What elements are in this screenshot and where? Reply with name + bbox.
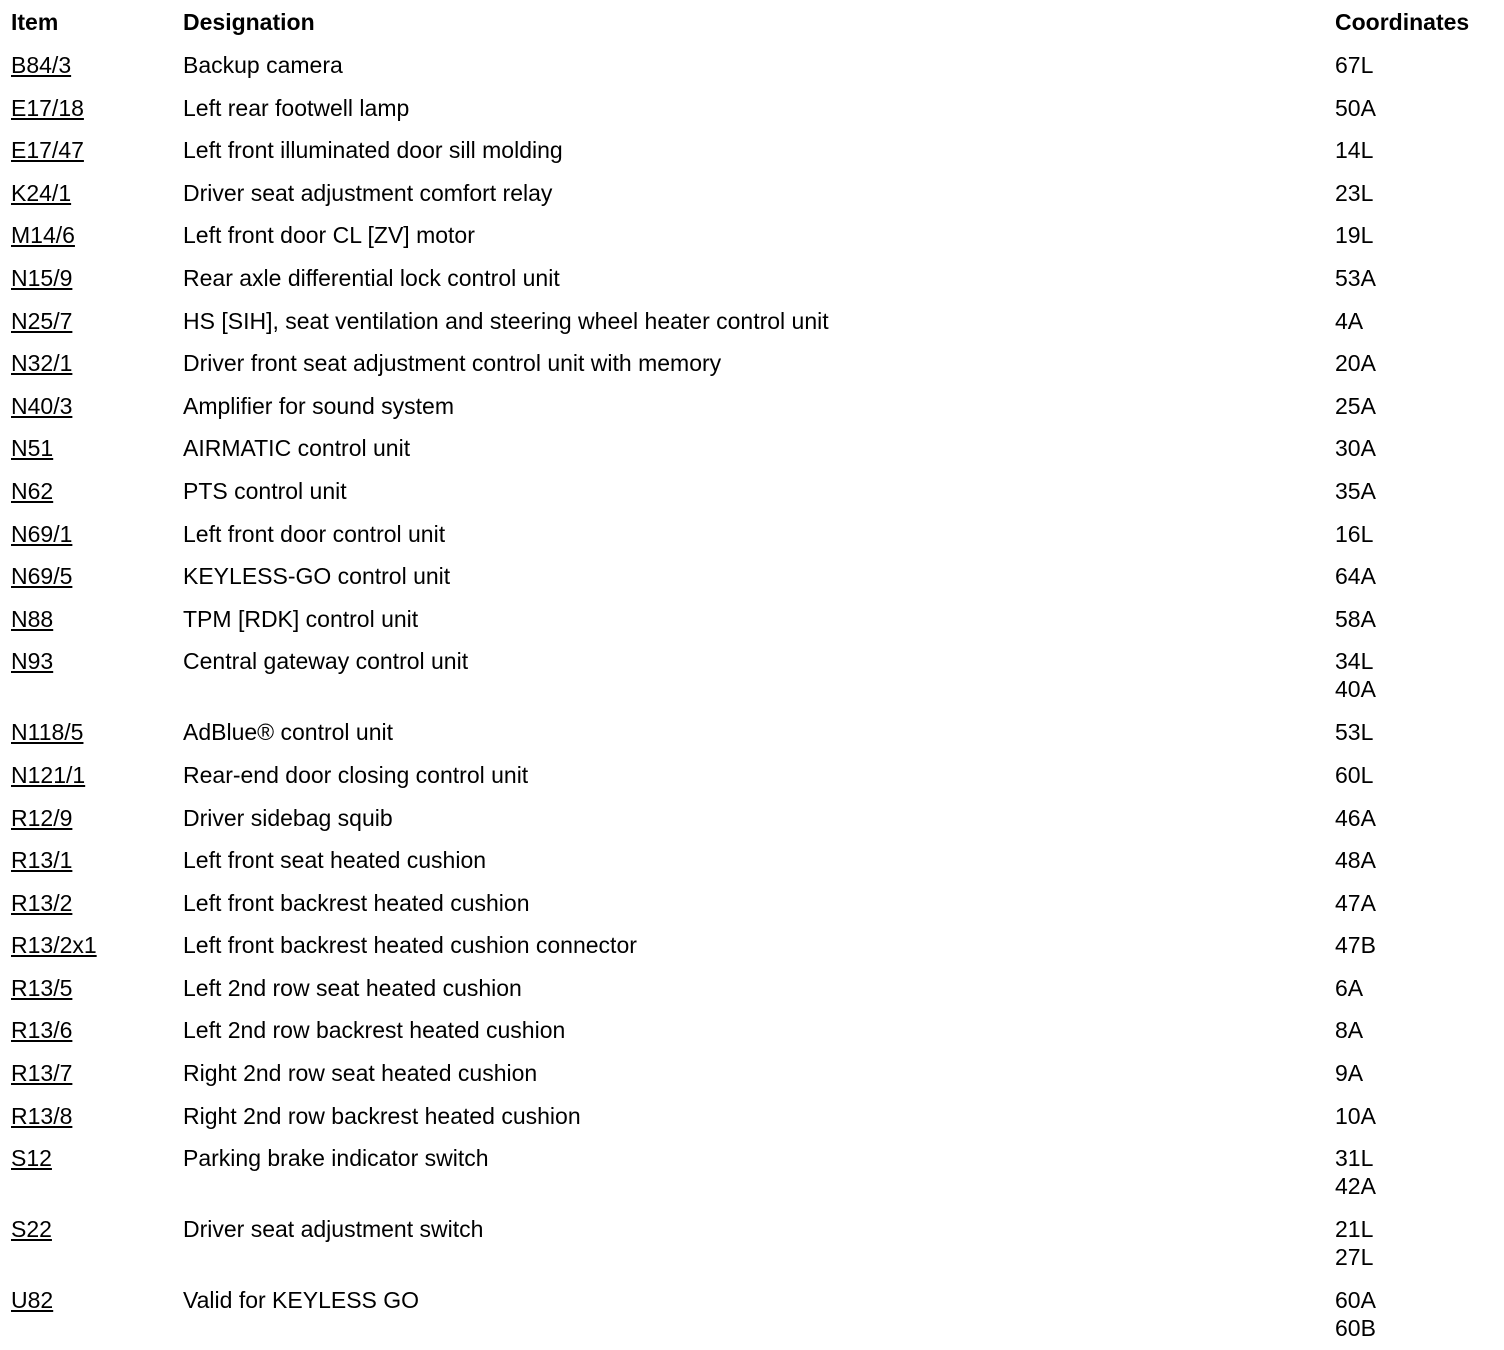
coordinate-value: 19L bbox=[1335, 222, 1374, 249]
table-row bbox=[0, 640, 1504, 711]
coordinates-cell bbox=[1335, 1016, 1363, 1044]
item-cell bbox=[11, 264, 72, 292]
designation-cell: Left 2nd row seat heated cushion bbox=[183, 974, 522, 1001]
designation-cell: Left front door control unit bbox=[183, 520, 446, 547]
item-link[interactable]: R13/2x1 bbox=[11, 932, 97, 959]
designation-cell: PTS control unit bbox=[183, 477, 347, 504]
table-row bbox=[0, 342, 1504, 385]
coordinate-value: 60B bbox=[1335, 1315, 1376, 1342]
item-link[interactable]: N15/9 bbox=[11, 264, 73, 291]
designation-cell: HS [SIH], seat ventilation and steering wheel heater control unit bbox=[183, 307, 829, 334]
item-link[interactable]: U82 bbox=[11, 1287, 54, 1314]
item-cell bbox=[11, 349, 72, 377]
item-cell bbox=[11, 94, 84, 122]
coordinate-value: 35A bbox=[1335, 477, 1376, 504]
item-link[interactable]: N62 bbox=[11, 477, 54, 504]
table-row bbox=[0, 87, 1504, 130]
item-cell bbox=[11, 647, 53, 675]
item-cell bbox=[11, 1102, 72, 1130]
item-link[interactable]: B84/3 bbox=[11, 52, 72, 78]
coordinates-cell bbox=[1335, 392, 1376, 420]
table-row bbox=[0, 172, 1504, 215]
table-row bbox=[0, 470, 1504, 513]
table-row bbox=[0, 1095, 1504, 1138]
coordinate-value: 16L bbox=[1335, 520, 1374, 547]
table-row bbox=[0, 257, 1504, 300]
coordinate-value: 53A bbox=[1335, 264, 1376, 291]
coordinates-cell bbox=[1335, 221, 1373, 249]
item-link[interactable]: N69/1 bbox=[11, 520, 73, 547]
coordinates-cell bbox=[1335, 264, 1376, 292]
item-link[interactable]: S12 bbox=[11, 1145, 52, 1172]
item-cell bbox=[11, 477, 53, 505]
item-link[interactable]: R13/8 bbox=[11, 1102, 73, 1129]
item-link[interactable]: N51 bbox=[11, 435, 54, 462]
table-row bbox=[0, 1052, 1504, 1095]
designation-cell: Driver sidebag squib bbox=[183, 804, 393, 831]
coordinate-value: 48A bbox=[1335, 847, 1376, 874]
item-link[interactable]: S22 bbox=[11, 1216, 52, 1243]
table-row bbox=[0, 1137, 1504, 1208]
item-cell bbox=[11, 974, 72, 1002]
item-link[interactable]: K24/1 bbox=[11, 179, 72, 206]
coordinates-cell bbox=[1335, 136, 1373, 164]
coordinates-cell bbox=[1335, 804, 1376, 832]
item-cell bbox=[11, 718, 83, 746]
coordinates-cell bbox=[1335, 307, 1363, 335]
table-row bbox=[0, 797, 1504, 840]
coordinates-cell bbox=[1335, 718, 1373, 746]
item-link[interactable]: N93 bbox=[11, 648, 54, 675]
designation-cell: Rear axle differential lock control unit bbox=[183, 264, 560, 291]
item-cell bbox=[11, 136, 84, 164]
designation-cell: Left front backrest heated cushion bbox=[183, 889, 530, 916]
designation-cell: Rear-end door closing control unit bbox=[183, 761, 529, 788]
coordinates-cell bbox=[1335, 520, 1373, 548]
item-cell bbox=[11, 51, 71, 79]
coordinate-value: 14L bbox=[1335, 137, 1374, 164]
coordinate-value: 47A bbox=[1335, 889, 1376, 916]
designation-cell: Left rear footwell lamp bbox=[183, 94, 410, 121]
coordinates-cell bbox=[1335, 647, 1376, 703]
coordinate-value: 42A bbox=[1335, 1173, 1376, 1200]
designation-cell: Left front door CL [ZV] motor bbox=[183, 222, 475, 249]
designation-cell: AdBlue® control unit bbox=[183, 719, 394, 746]
coordinates-cell bbox=[1335, 846, 1376, 874]
item-link[interactable]: R13/7 bbox=[11, 1060, 73, 1087]
item-cell bbox=[11, 846, 72, 874]
item-cell bbox=[11, 761, 85, 789]
coordinates-cell bbox=[1335, 761, 1373, 789]
coordinates-cell bbox=[1335, 349, 1376, 377]
coordinate-value: 58A bbox=[1335, 605, 1376, 632]
coordinate-value: 21L bbox=[1335, 1216, 1374, 1243]
item-cell bbox=[11, 307, 72, 335]
item-link[interactable]: M14/6 bbox=[11, 222, 75, 249]
coordinates-cell bbox=[1335, 1059, 1363, 1087]
coordinates-cell bbox=[1335, 1215, 1373, 1271]
designation-cell: Right 2nd row seat heated cushion bbox=[183, 1060, 538, 1087]
table-row bbox=[0, 882, 1504, 925]
item-cell bbox=[11, 1215, 52, 1243]
item-link[interactable]: E17/18 bbox=[11, 94, 84, 121]
designation-cell: TPM [RDK] control unit bbox=[183, 605, 419, 632]
coordinate-value: 10A bbox=[1335, 1102, 1376, 1129]
designation-cell: KEYLESS-GO control unit bbox=[183, 563, 451, 590]
designation-cell: Driver seat adjustment comfort relay bbox=[183, 179, 553, 206]
item-cell bbox=[11, 434, 53, 462]
coordinate-value: 23L bbox=[1335, 179, 1374, 206]
item-link[interactable]: R12/9 bbox=[11, 804, 73, 831]
designation-cell: Parking brake indicator switch bbox=[183, 1145, 489, 1172]
designation-cell: Driver front seat adjustment control unit with memory bbox=[183, 350, 722, 377]
table-body bbox=[0, 44, 1504, 1350]
coordinates-cell bbox=[1335, 1286, 1376, 1342]
item-cell bbox=[11, 392, 72, 420]
table-row bbox=[0, 300, 1504, 343]
item-link[interactable]: E17/47 bbox=[11, 137, 84, 164]
table-row bbox=[0, 1208, 1504, 1279]
table-row bbox=[0, 1279, 1504, 1350]
coordinates-cell bbox=[1335, 51, 1373, 79]
table-row bbox=[0, 385, 1504, 428]
table-row bbox=[0, 129, 1504, 172]
item-cell bbox=[11, 1144, 52, 1172]
table-row bbox=[0, 214, 1504, 257]
table-row bbox=[0, 839, 1504, 882]
designation-cell: Backup camera bbox=[183, 52, 343, 78]
item-link[interactable]: N40/3 bbox=[11, 392, 73, 419]
item-link[interactable]: N121/1 bbox=[11, 761, 86, 788]
item-link[interactable]: R13/1 bbox=[11, 847, 73, 874]
coordinate-value: 67L bbox=[1335, 52, 1374, 78]
item-cell bbox=[11, 605, 53, 633]
coordinate-value: 60A bbox=[1335, 1287, 1376, 1314]
table-row bbox=[0, 598, 1504, 641]
coordinate-value: 40A bbox=[1335, 676, 1376, 703]
item-cell bbox=[11, 889, 72, 917]
designation-cell: Valid for KEYLESS GO bbox=[183, 1287, 420, 1314]
coordinate-value: 30A bbox=[1335, 435, 1376, 462]
coordinate-value: 9A bbox=[1335, 1060, 1364, 1087]
item-cell bbox=[11, 520, 72, 548]
coordinate-value: 27L bbox=[1335, 1244, 1374, 1271]
item-link[interactable]: N88 bbox=[11, 605, 54, 632]
designation-cell: Amplifier for sound system bbox=[183, 392, 454, 419]
item-cell bbox=[11, 1059, 72, 1087]
coordinates-cell bbox=[1335, 974, 1363, 1002]
item-link[interactable]: R13/6 bbox=[11, 1017, 73, 1044]
coordinates-cell bbox=[1335, 477, 1376, 505]
coordinate-value: 4A bbox=[1335, 307, 1364, 334]
header-item: Item bbox=[11, 9, 59, 35]
item-cell bbox=[11, 562, 72, 590]
coordinate-value: 20A bbox=[1335, 350, 1376, 377]
table-row bbox=[0, 513, 1504, 556]
designation-cell: AIRMATIC control unit bbox=[183, 435, 411, 462]
coordinates-cell bbox=[1335, 605, 1376, 633]
designation-cell: Left front backrest heated cushion connector bbox=[183, 932, 637, 959]
coordinates-cell bbox=[1335, 1144, 1376, 1200]
item-cell bbox=[11, 804, 72, 832]
coordinates-cell bbox=[1335, 931, 1376, 959]
table-row bbox=[0, 967, 1504, 1010]
item-cell bbox=[11, 179, 71, 207]
item-link[interactable]: N118/5 bbox=[11, 719, 84, 746]
item-link[interactable]: N32/1 bbox=[11, 350, 73, 377]
designation-cell: Left front seat heated cushion bbox=[183, 847, 487, 874]
coordinates-cell bbox=[1335, 94, 1376, 122]
coordinate-value: 8A bbox=[1335, 1017, 1364, 1044]
item-cell bbox=[11, 221, 75, 249]
item-cell bbox=[11, 931, 97, 959]
coordinate-value: 34L bbox=[1335, 648, 1374, 675]
coordinate-value: 50A bbox=[1335, 94, 1376, 121]
coordinate-value: 31L bbox=[1335, 1145, 1374, 1172]
item-link[interactable]: R13/5 bbox=[11, 974, 73, 1001]
coordinates-cell bbox=[1335, 1102, 1376, 1130]
designation-cell: Left front illuminated door sill molding bbox=[183, 137, 563, 164]
designation-cell: Left 2nd row backrest heated cushion bbox=[183, 1017, 566, 1044]
coordinates-cell bbox=[1335, 179, 1373, 207]
coordinates-cell bbox=[1335, 434, 1376, 462]
item-cell bbox=[11, 1286, 53, 1314]
table-row bbox=[0, 711, 1504, 754]
table-row bbox=[0, 1009, 1504, 1052]
designation-cell: Driver seat adjustment switch bbox=[183, 1216, 484, 1243]
coordinates-cell bbox=[1335, 889, 1376, 917]
coordinate-value: 25A bbox=[1335, 392, 1376, 419]
table-row bbox=[0, 427, 1504, 470]
table-row bbox=[0, 924, 1504, 967]
item-cell bbox=[11, 1016, 72, 1044]
coordinate-value: 53L bbox=[1335, 719, 1374, 746]
table-header bbox=[0, 0, 1504, 44]
designation-cell: Right 2nd row backrest heated cushion bbox=[183, 1102, 581, 1129]
coordinate-value: 46A bbox=[1335, 804, 1376, 831]
item-link[interactable]: R13/2 bbox=[11, 889, 73, 916]
table-row bbox=[0, 44, 1504, 87]
table-row bbox=[0, 754, 1504, 797]
coordinates-cell bbox=[1335, 562, 1376, 590]
header-coordinates: Coordinates bbox=[1335, 9, 1470, 35]
item-link[interactable]: N69/5 bbox=[11, 563, 73, 590]
designation-cell: Central gateway control unit bbox=[183, 648, 469, 675]
coordinate-value: 64A bbox=[1335, 563, 1376, 590]
item-link[interactable]: N25/7 bbox=[11, 307, 73, 334]
header-designation: Designation bbox=[183, 9, 315, 35]
coordinate-value: 47B bbox=[1335, 932, 1376, 959]
table-row bbox=[0, 555, 1504, 598]
coordinate-value: 6A bbox=[1335, 974, 1364, 1001]
coordinate-value: 60L bbox=[1335, 761, 1374, 788]
